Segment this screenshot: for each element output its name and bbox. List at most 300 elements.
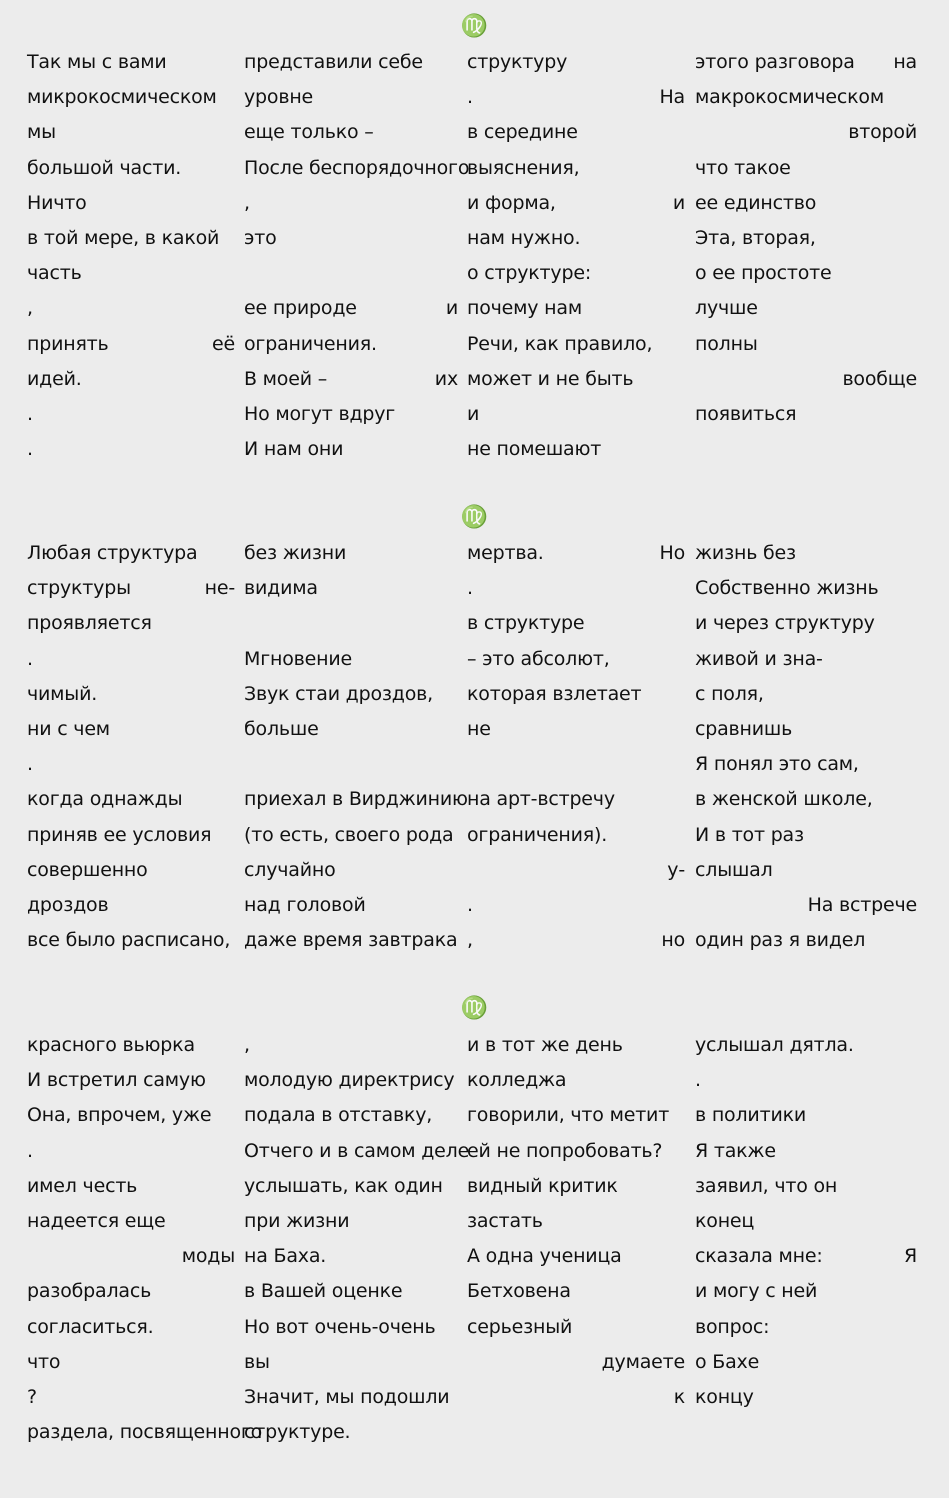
text-line — [27, 1345, 235, 1380]
text-line — [695, 1239, 917, 1274]
text-line — [27, 1380, 235, 1415]
text-line — [695, 747, 917, 782]
text-line — [695, 1169, 917, 1204]
text-line — [695, 677, 917, 712]
text-line — [695, 818, 917, 853]
text-line — [244, 115, 458, 150]
line-text-left: Мгновение — [244, 647, 352, 670]
text-line — [695, 327, 917, 362]
line-text-left: Значит, мы подошли — [244, 1385, 450, 1408]
text-line — [27, 291, 235, 326]
text-column — [467, 45, 685, 467]
line-text-left: в той мере, в какой — [27, 226, 220, 249]
text-line — [244, 1380, 458, 1415]
line-text-left: почему нам — [467, 297, 582, 320]
text-line — [695, 606, 917, 641]
text-line — [467, 1239, 685, 1274]
line-text-left: конец — [695, 1209, 755, 1232]
text-line — [244, 818, 458, 853]
line-text-left: надеется еще — [27, 1209, 166, 1232]
line-text-left: ее природе — [244, 297, 357, 320]
line-text-left: А одна ученица — [467, 1245, 622, 1268]
text-line — [695, 186, 917, 221]
text-line — [244, 1274, 458, 1309]
text-line — [695, 432, 917, 467]
text-line — [467, 782, 685, 817]
line-text-right: второй — [848, 121, 917, 144]
text-column — [27, 45, 235, 467]
text-line — [695, 1380, 917, 1415]
text-line — [27, 571, 235, 606]
line-text-left: молодую директрису — [244, 1069, 455, 1092]
text-line — [244, 853, 458, 888]
line-text-left: Любая структура — [27, 542, 198, 564]
line-text-left: Она, впрочем, уже — [27, 1104, 212, 1127]
line-text-left: , — [467, 929, 473, 952]
text-line — [244, 782, 468, 817]
text-line — [27, 1063, 235, 1098]
text-line — [244, 712, 458, 747]
line-text-left: Эта, вторая, — [695, 226, 816, 249]
text-line — [27, 782, 235, 817]
line-text-left: нам нужно. — [467, 226, 581, 249]
text-line — [244, 1134, 470, 1169]
line-text-left: структуры — [27, 577, 131, 600]
line-text-left: . — [467, 86, 473, 109]
text-line — [695, 536, 917, 571]
line-text-left: появиться — [695, 402, 797, 425]
text-line — [244, 80, 458, 115]
text-line — [467, 1415, 685, 1450]
line-text-left: что такое — [695, 156, 791, 179]
text-line — [27, 151, 235, 186]
line-text-left: на арт-встречу — [467, 788, 615, 811]
text-line — [244, 642, 458, 677]
line-text-right: вообще — [842, 367, 917, 390]
text-line — [27, 362, 235, 397]
line-text-left: не помешают — [467, 438, 602, 461]
text-line — [27, 818, 235, 853]
line-text-left: ей не попробовать? — [467, 1139, 663, 1162]
line-text-left: разобралась — [27, 1280, 152, 1303]
line-text-left: чимый. — [27, 682, 98, 705]
line-text-left: при жизни — [244, 1209, 350, 1232]
text-line — [467, 642, 685, 677]
text-column — [27, 536, 235, 958]
line-text-left: Отчего и в самом деле — [244, 1139, 470, 1162]
line-text-left: ограничения). — [467, 823, 608, 846]
line-text-left: . — [695, 1069, 701, 1092]
line-text-left: даже время завтрака — [244, 929, 458, 952]
text-line — [695, 45, 917, 80]
text-line — [244, 432, 458, 467]
text-line — [467, 397, 685, 432]
line-text-left: . — [27, 647, 33, 670]
line-text-left: жизнь без — [695, 542, 796, 564]
line-text-left: о ее простоте — [695, 262, 832, 285]
text-line — [27, 1204, 235, 1239]
text-line — [695, 1204, 917, 1239]
line-text-left: мы — [27, 121, 56, 144]
text-line — [27, 1239, 235, 1274]
line-text-left: проявляется — [27, 612, 152, 635]
text-line — [27, 1169, 235, 1204]
text-line — [467, 186, 685, 221]
line-text-left: концу — [695, 1385, 754, 1408]
line-text-left: когда однажды — [27, 788, 183, 811]
line-text-left: сравнишь — [695, 717, 793, 740]
line-text-left: . — [27, 1139, 33, 1162]
text-line — [27, 80, 235, 115]
text-line — [27, 536, 235, 571]
text-line — [244, 151, 470, 186]
text-column — [244, 1028, 470, 1450]
line-text-right: но — [661, 929, 685, 952]
text-line — [695, 1415, 917, 1450]
text-column — [244, 45, 470, 467]
text-line — [695, 782, 917, 817]
virgo-separator-icon: ♍ — [460, 13, 489, 39]
text-line — [27, 327, 235, 362]
text-line — [467, 1310, 685, 1345]
text-line — [695, 151, 917, 186]
line-text-left: , — [244, 191, 250, 214]
text-line — [244, 1345, 458, 1380]
text-line — [244, 677, 458, 712]
text-line — [244, 397, 458, 432]
line-text-left: случайно — [244, 858, 336, 881]
text-line — [27, 432, 235, 467]
text-line — [467, 327, 685, 362]
text-line — [27, 747, 235, 782]
line-text-left: Звук стаи дроздов, — [244, 682, 434, 705]
text-line — [467, 853, 685, 888]
text-line — [244, 923, 458, 958]
text-line — [244, 291, 458, 326]
virgo-separator-icon: ♍ — [460, 995, 489, 1021]
line-text-left: в политики — [695, 1104, 807, 1127]
line-text-left: принять — [27, 332, 109, 355]
line-text-left: часть — [27, 262, 82, 285]
text-line — [467, 221, 685, 256]
line-text-left: все было расписано, — [27, 929, 231, 952]
text-line — [244, 1028, 458, 1063]
text-line — [467, 1204, 685, 1239]
text-line — [27, 1415, 263, 1450]
virgo-separator-icon: ♍ — [460, 504, 489, 530]
line-text-right: на — [893, 51, 917, 73]
text-line — [467, 1274, 685, 1309]
line-text-left: структуре. — [244, 1421, 351, 1444]
line-text-left: . — [27, 438, 33, 461]
text-line — [695, 397, 917, 432]
line-text-left: структуру — [467, 51, 568, 73]
text-line — [467, 1380, 685, 1415]
text-line — [467, 256, 685, 291]
text-line — [244, 571, 458, 606]
text-line — [244, 747, 458, 782]
text-line — [695, 291, 917, 326]
text-line — [27, 45, 235, 80]
text-line — [467, 432, 685, 467]
line-text-left: живой и зна- — [695, 647, 823, 670]
text-line — [467, 1345, 685, 1380]
line-text-left: еще только – — [244, 121, 374, 144]
text-line — [27, 606, 235, 641]
line-text-left: . — [467, 893, 473, 916]
line-text-left: , — [27, 297, 33, 320]
text-line — [467, 1169, 685, 1204]
line-text-left: может и не быть — [467, 367, 634, 390]
line-text-left: в Вашей оценке — [244, 1280, 403, 1303]
line-text-left: это — [244, 226, 277, 249]
line-text-left: ограничения. — [244, 332, 377, 355]
text-line — [467, 115, 685, 150]
text-line — [244, 1239, 458, 1274]
line-text-left: которая взлетает — [467, 682, 642, 705]
line-text-left: Я понял это сам, — [695, 753, 859, 776]
text-line — [695, 1310, 917, 1345]
line-text-right: На — [659, 86, 685, 109]
text-line — [27, 853, 235, 888]
line-text-left: серьезный — [467, 1315, 573, 1338]
text-line — [244, 1169, 458, 1204]
text-line — [27, 256, 235, 291]
text-line — [244, 1310, 458, 1345]
text-line — [27, 221, 235, 256]
text-column — [467, 1028, 685, 1450]
line-text-left: И встретил самую — [27, 1069, 206, 1092]
text-line — [467, 677, 685, 712]
line-text-left: . — [467, 577, 473, 600]
line-text-left: больше — [244, 717, 319, 740]
line-text-left: не — [467, 717, 491, 740]
text-line — [695, 571, 917, 606]
line-text-left: Собственно жизнь — [695, 577, 879, 600]
text-line — [27, 1310, 235, 1345]
line-text-right: к — [673, 1385, 685, 1408]
line-text-left: согласиться. — [27, 1315, 154, 1338]
line-text-left: и в тот же день — [467, 1034, 623, 1056]
line-text-left: и форма, — [467, 191, 556, 214]
text-line — [467, 80, 685, 115]
text-line — [467, 571, 685, 606]
line-text-left: услышал дятла. — [695, 1034, 854, 1056]
text-line — [244, 1415, 458, 1450]
text-line — [695, 115, 917, 150]
line-text-left: имел честь — [27, 1174, 138, 1197]
text-line — [695, 362, 917, 397]
text-line — [244, 606, 458, 641]
line-text-left: В моей – — [244, 367, 328, 390]
text-line — [467, 923, 685, 958]
line-text-left: . — [27, 402, 33, 425]
line-text-left: дроздов — [27, 893, 109, 916]
text-line — [27, 1274, 235, 1309]
text-line — [695, 888, 917, 923]
line-text-left: видима — [244, 577, 318, 600]
line-text-right: её — [212, 332, 235, 355]
line-text-left: После беспорядочного — [244, 156, 470, 179]
line-text-right: думаете — [601, 1350, 685, 1373]
text-line — [244, 1063, 458, 1098]
line-text-right: Я — [903, 1245, 917, 1268]
line-text-left: приехал в Вирджинию — [244, 788, 468, 811]
line-text-left: , — [244, 1034, 250, 1056]
text-line — [467, 712, 685, 747]
text-line — [27, 712, 235, 747]
line-text-left: И в тот раз — [695, 823, 804, 846]
text-line — [244, 256, 458, 291]
text-line — [27, 677, 235, 712]
text-line — [467, 536, 685, 571]
text-line — [244, 1098, 458, 1133]
text-line — [695, 923, 917, 958]
text-line — [467, 1098, 685, 1133]
text-line — [27, 115, 235, 150]
line-text-left: на Баха. — [244, 1245, 327, 1268]
line-text-left: Так мы с вами — [27, 51, 167, 73]
line-text-left: один раз я видел — [695, 929, 866, 952]
line-text-left: застать — [467, 1209, 543, 1232]
line-text-left: вопрос: — [695, 1315, 770, 1338]
text-line — [244, 186, 458, 221]
line-text-right: и — [445, 297, 458, 320]
line-text-left: идей. — [27, 367, 82, 390]
text-line — [467, 1028, 685, 1063]
text-line — [467, 888, 685, 923]
line-text-right: Но — [659, 542, 685, 564]
text-line — [695, 1345, 917, 1380]
line-text-left: в женской школе, — [695, 788, 873, 811]
line-text-left: этого разговора — [695, 51, 855, 73]
text-column — [467, 536, 685, 958]
line-text-left: большой части. — [27, 156, 182, 179]
line-text-left: колледжа — [467, 1069, 567, 1092]
line-text-left: в структуре — [467, 612, 585, 635]
text-line — [695, 642, 917, 677]
text-line — [27, 1098, 235, 1133]
text-line — [695, 1028, 917, 1063]
line-text-left: ее единство — [695, 191, 817, 214]
line-text-left: – это абсолют, — [467, 647, 610, 670]
text-line — [467, 1063, 685, 1098]
text-line — [467, 151, 685, 186]
text-line — [27, 888, 235, 923]
text-line — [244, 888, 458, 923]
line-text-left: Но вот очень-очень — [244, 1315, 436, 1338]
line-text-left: говорили, что метит — [467, 1104, 670, 1127]
line-text-left: что — [27, 1350, 61, 1373]
line-text-left: о структуре: — [467, 262, 592, 285]
text-line — [244, 327, 458, 362]
line-text-left: и через структуру — [695, 612, 875, 635]
line-text-left: полны — [695, 332, 758, 355]
text-line — [695, 1274, 917, 1309]
line-text-right: их — [434, 367, 458, 390]
line-text-left: подала в отставку, — [244, 1104, 433, 1127]
line-text-left: ни с чем — [27, 717, 110, 740]
text-line — [467, 747, 685, 782]
text-line — [695, 1063, 917, 1098]
line-text-left: вы — [244, 1350, 270, 1373]
line-text-left: И нам они — [244, 438, 344, 461]
text-line — [467, 362, 685, 397]
line-text-left: Ничто — [27, 191, 87, 214]
line-text-left: Речи, как правило, — [467, 332, 653, 355]
line-text-left: и могу с ней — [695, 1280, 818, 1303]
line-text-left: с поля, — [695, 682, 764, 705]
line-text-left: . — [27, 753, 33, 776]
line-text-left: приняв ее условия — [27, 823, 212, 846]
text-column — [695, 45, 917, 467]
text-line — [27, 186, 235, 221]
line-text-left: заявил, что он — [695, 1174, 838, 1197]
line-text-left: микрокосмическом — [27, 86, 217, 109]
text-line — [467, 606, 685, 641]
text-line — [695, 1134, 917, 1169]
line-text-right: и — [672, 191, 685, 214]
text-line — [244, 221, 458, 256]
text-line — [467, 818, 685, 853]
line-text-left: красного вьюрка — [27, 1034, 195, 1056]
line-text-left: выяснения, — [467, 156, 580, 179]
text-line — [695, 1098, 917, 1133]
text-line — [467, 1134, 685, 1169]
text-line — [695, 221, 917, 256]
line-text-left: в середине — [467, 121, 578, 144]
text-line — [244, 536, 458, 571]
text-column — [695, 1028, 917, 1450]
text-line — [695, 712, 917, 747]
line-text-right: На встрече — [807, 893, 917, 916]
text-line — [695, 80, 917, 115]
text-line — [27, 1028, 235, 1063]
text-line — [467, 291, 685, 326]
line-text-right: моды — [181, 1245, 235, 1268]
line-text-left: слышал — [695, 858, 773, 881]
text-line — [27, 1134, 235, 1169]
line-text-left: о Бахе — [695, 1350, 760, 1373]
text-column — [244, 536, 468, 958]
line-text-left: лучше — [695, 297, 758, 320]
text-column — [695, 536, 917, 958]
text-line — [244, 45, 458, 80]
text-line — [27, 642, 235, 677]
line-text-left: совершенно — [27, 858, 148, 881]
line-text-left: ? — [27, 1385, 37, 1408]
text-line — [27, 397, 235, 432]
line-text-left: без жизни — [244, 542, 347, 564]
line-text-left: уровне — [244, 86, 314, 109]
line-text-left: и — [467, 402, 480, 425]
text-line — [467, 45, 685, 80]
line-text-left: (то есть, своего рода — [244, 823, 454, 846]
text-line — [27, 923, 235, 958]
text-line — [244, 362, 458, 397]
text-line — [695, 853, 917, 888]
text-line — [695, 256, 917, 291]
text-line — [244, 1204, 458, 1239]
line-text-right: не- — [204, 577, 235, 600]
line-text-left: макрокосмическом — [695, 86, 884, 109]
line-text-left: видный критик — [467, 1174, 618, 1197]
line-text-left: раздела, посвященного — [27, 1421, 263, 1444]
line-text-left: сказала мне: — [695, 1245, 823, 1268]
line-text-left: над головой — [244, 893, 366, 916]
line-text-right: у- — [667, 858, 685, 881]
line-text-left: Бетховена — [467, 1280, 571, 1303]
